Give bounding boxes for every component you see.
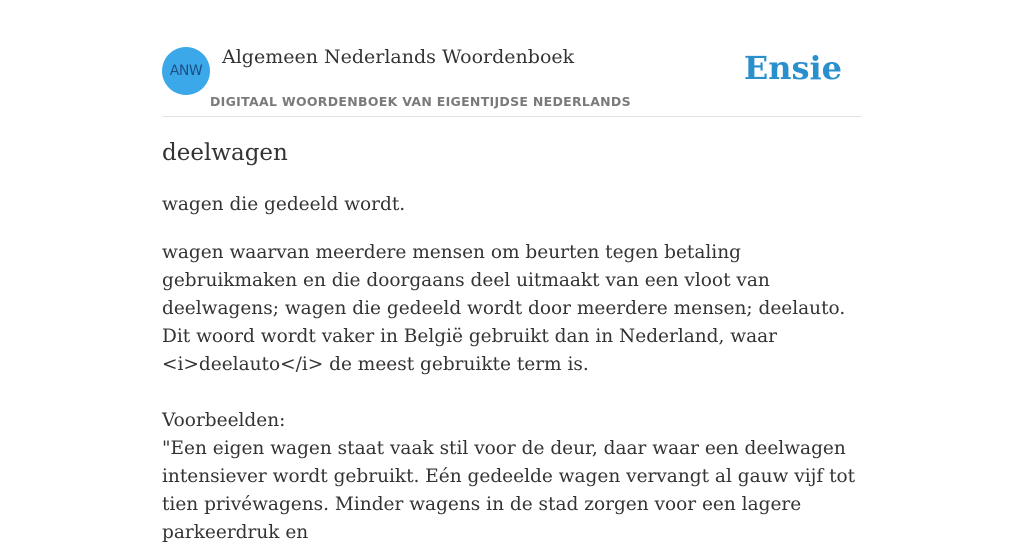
site-title[interactable]: Algemeen Nederlands Woordenboek xyxy=(222,46,575,68)
ensie-brand-logo[interactable]: Ensie xyxy=(743,49,842,87)
site-subtitle: DIGITAAL WOORDENBOEK VAN EIGENTIJDSE NEDERLANDS xyxy=(210,94,631,109)
anw-logo[interactable]: ANW xyxy=(162,47,210,95)
short-definition: wagen die gedeeld wordt. xyxy=(162,194,406,215)
site-header xyxy=(162,0,862,117)
long-definition: wagen waarvan meerdere mensen om beurten tegen betaling gebruikmaken en die doorgaans deel uitmaakt van een vloot van deelwagens; wagen die gedeeld wordt door meerdere mensen; deelauto. Dit woord wordt vaker in België gebruikt dan in Nederland, waar <i>deelauto</i> de meest gebruikte term is. Voorbeelden: "Een eigen wagen staat vaak stil voor de deur, daar waar een deelwagen intensiever wordt gebruikt. Eén gedeelde wagen vervangt al gauw vijf tot tien privéwagens. Minder wagens in de stad zorgen voor een lagere parkeerdruk en xyxy=(162,242,856,543)
entry-headword: deelwagen xyxy=(162,140,288,166)
